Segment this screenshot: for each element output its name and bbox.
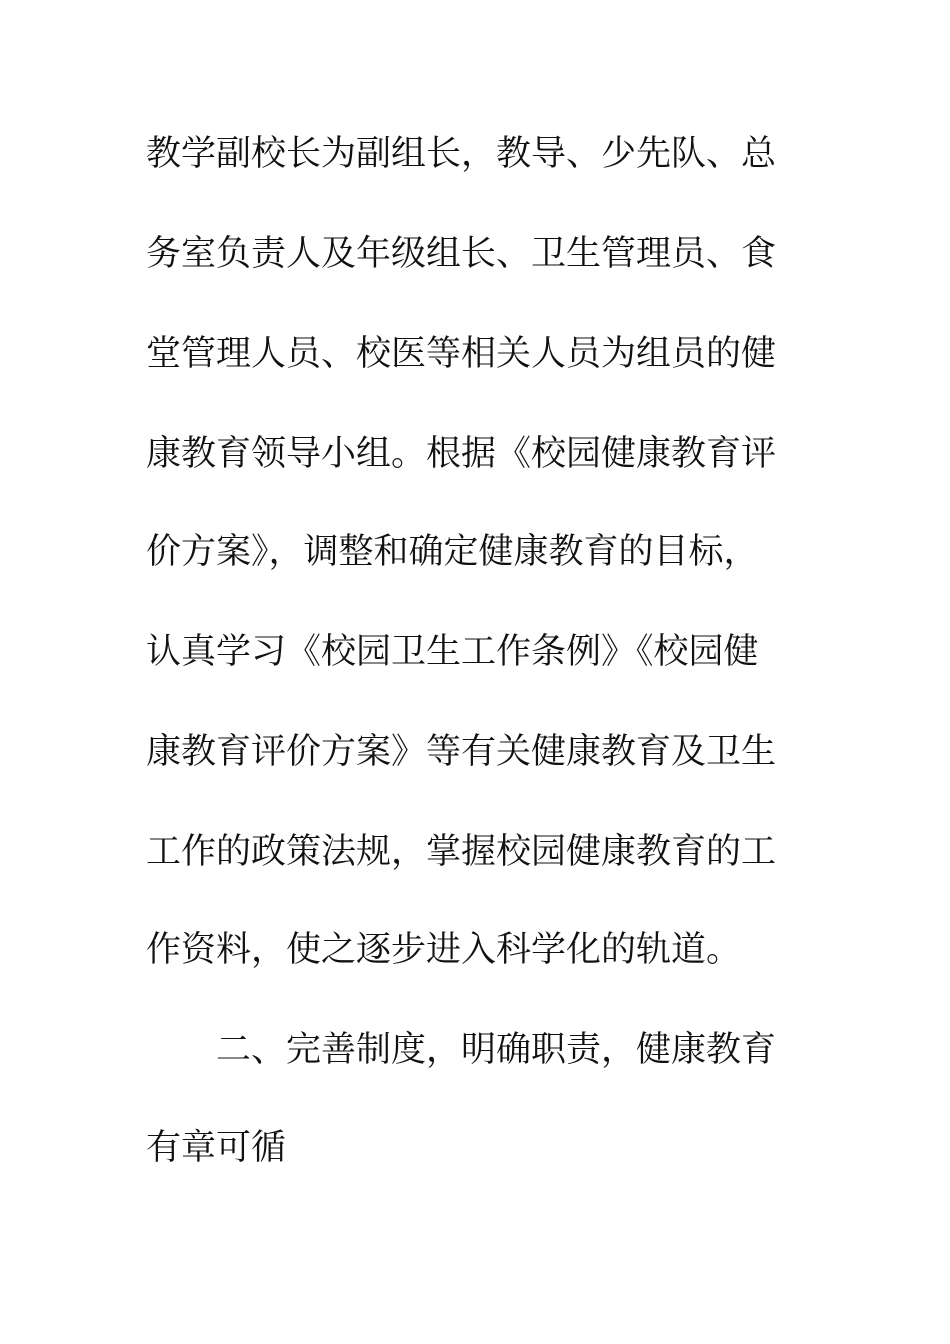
section-heading-line-2: 有章可循 <box>146 1128 287 1168</box>
paragraph-line-3: 堂管理人员、校医等相关人员为组员的健 <box>146 334 777 374</box>
paragraph-line-1: 教学副校长为副组长，教导、少先队、总 <box>146 134 777 174</box>
paragraph-line-5: 价方案》，调整和确定健康教育的目标， <box>146 532 759 572</box>
paragraph-line-2: 务室负责人及年级组长、卫生管理员、食 <box>146 234 777 274</box>
paragraph-line-8: 工作的政策法规，掌握校园健康教育的工 <box>146 832 777 872</box>
section-heading-line-1: 二、完善制度，明确职责，健康教育 <box>216 1030 777 1070</box>
paragraph-line-6: 认真学习《校园卫生工作条例》《校园健 <box>146 632 759 672</box>
paragraph-line-7: 康教育评价方案》等有关健康教育及卫生 <box>146 732 777 772</box>
paragraph-line-4: 康教育领导小组。根据《校园健康教育评 <box>146 434 777 474</box>
paragraph-line-9: 作资料，使之逐步进入科学化的轨道。 <box>146 930 742 970</box>
